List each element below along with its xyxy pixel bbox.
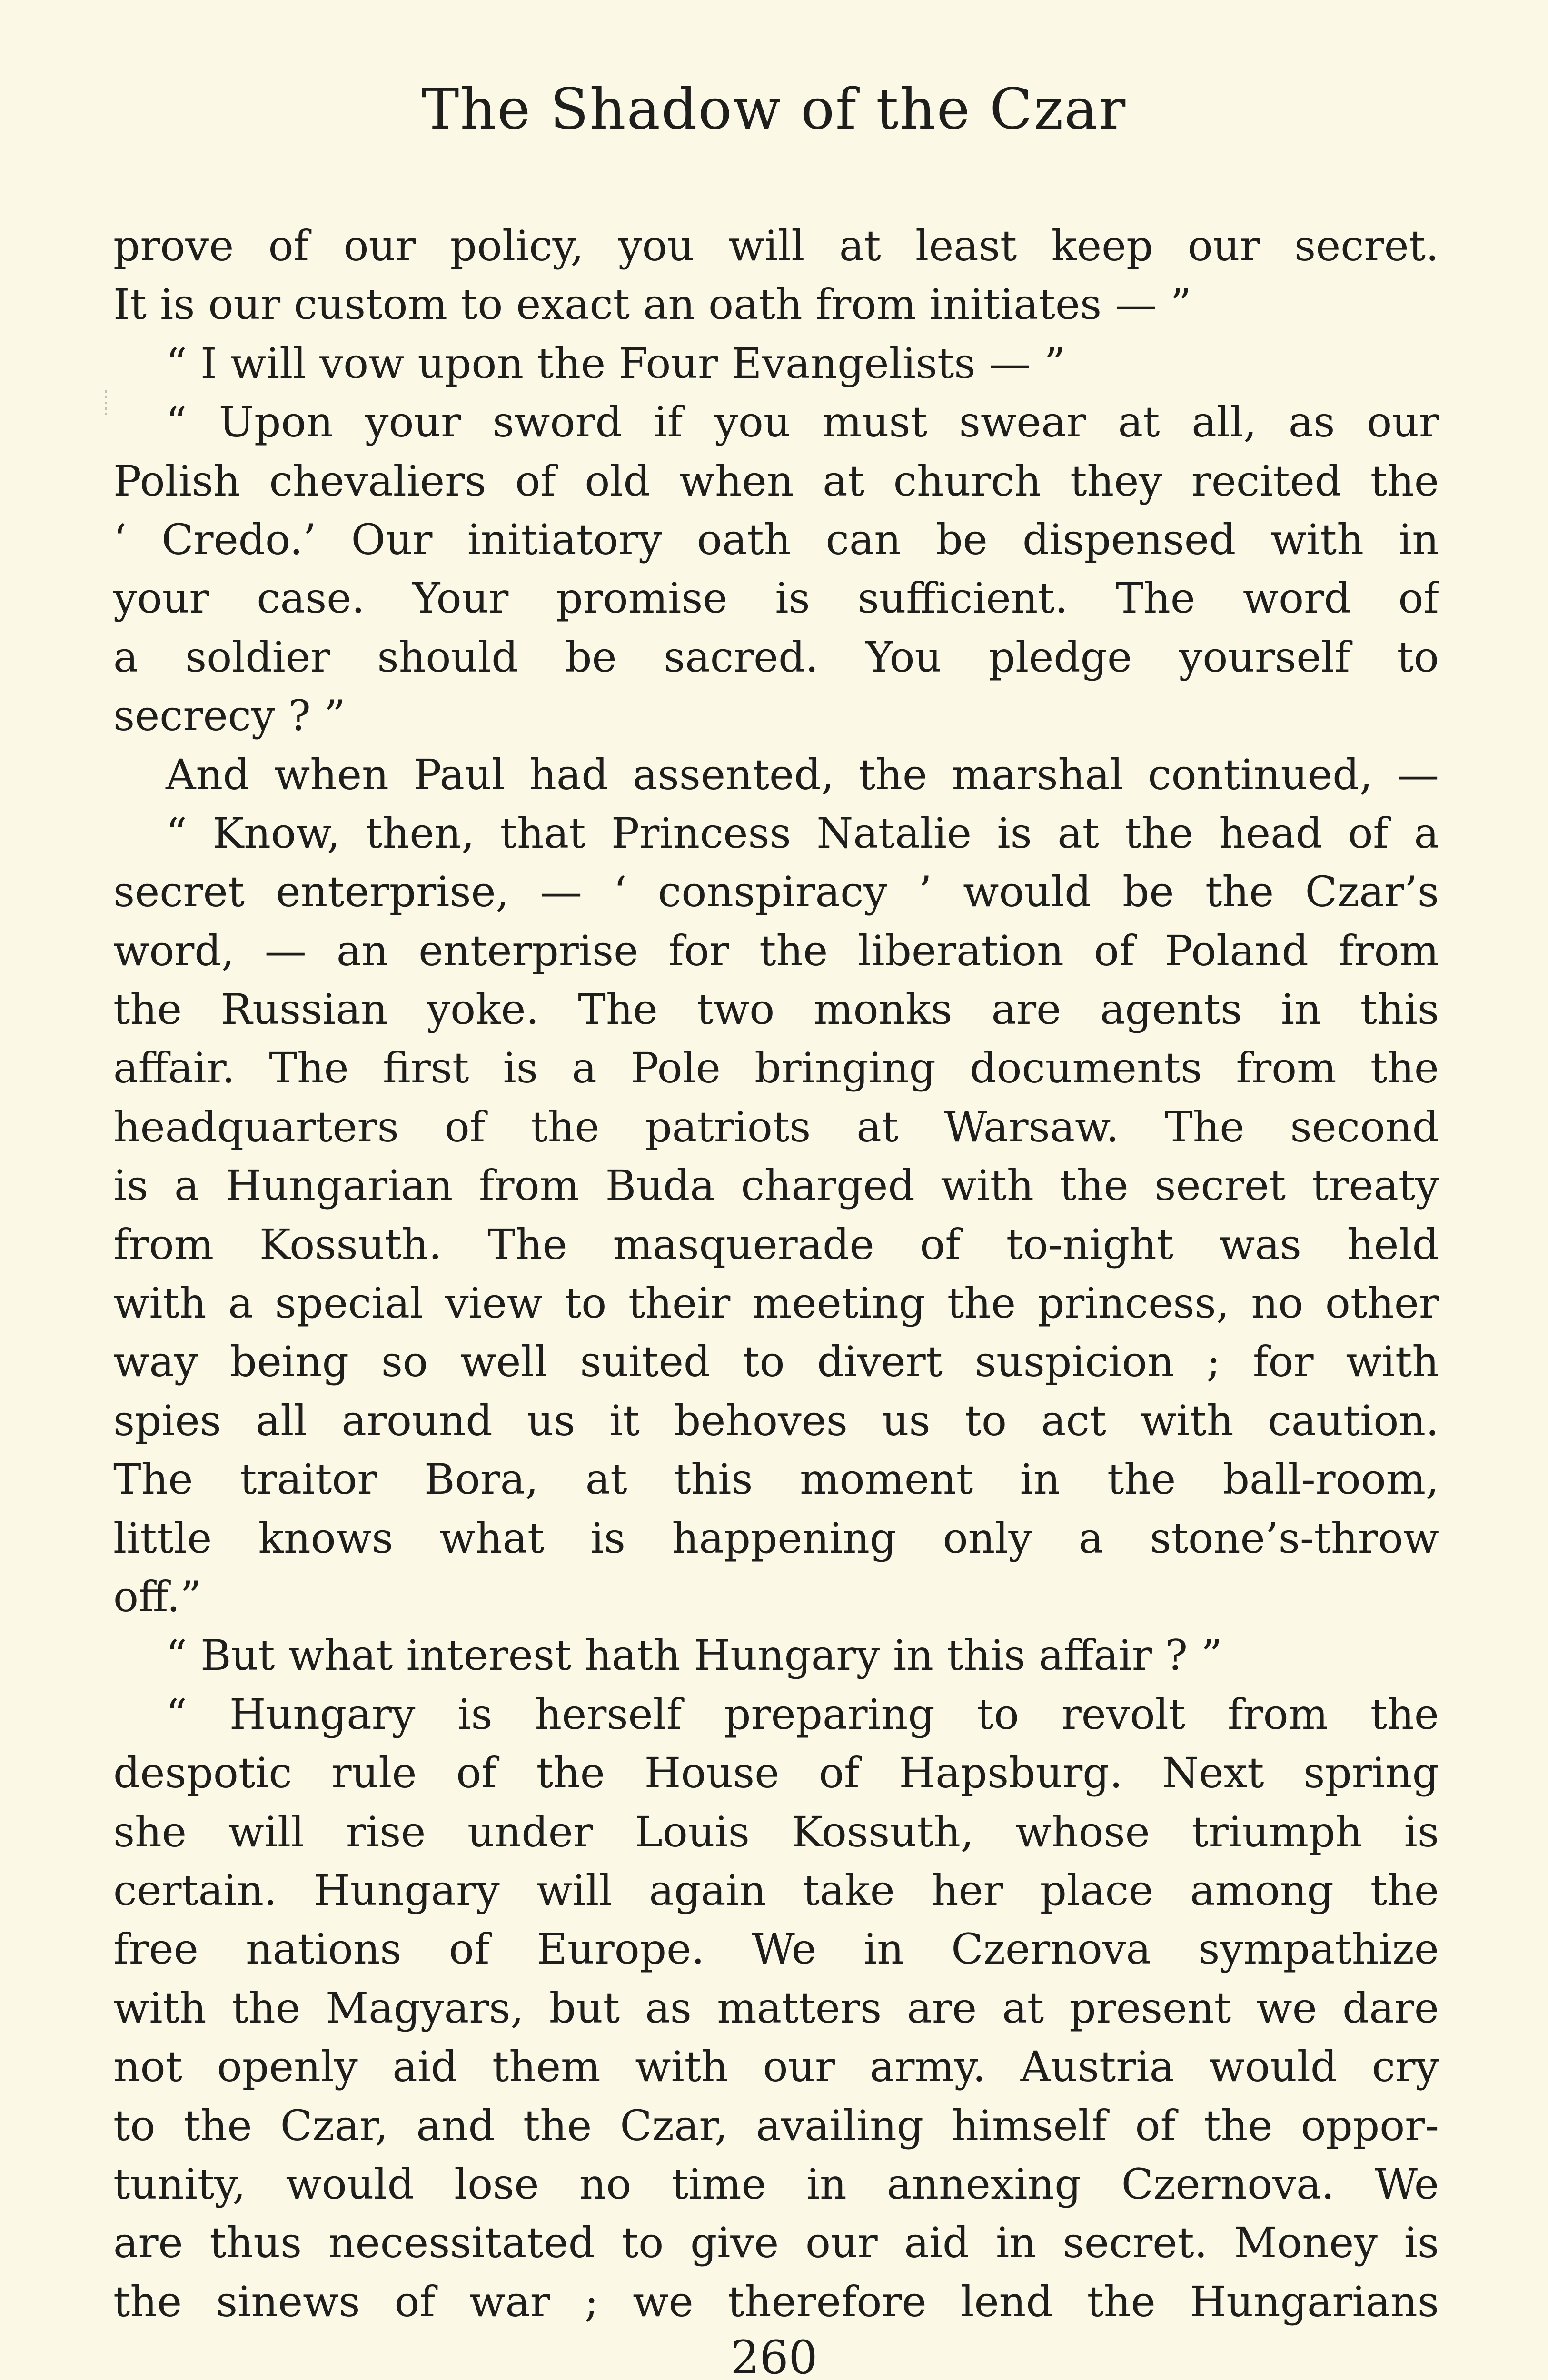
text-line: And when Paul had assented, the marshal continued, — <box>166 750 1439 799</box>
text-line: way being so well suited to divert suspicion ; for with <box>113 1337 1439 1387</box>
text-line: your case. Your promise is sufficient. The word of <box>113 574 1439 623</box>
text-line: she will rise under Louis Kossuth, whose triumph is <box>113 1807 1439 1856</box>
text-line: tunity, would lose no time in annexing Czernova. We <box>113 2159 1439 2209</box>
text-line: ‘ Credo.’ Our initiatory oath can be dispensed with in <box>113 515 1439 564</box>
text-line: not openly aid them with our army. Austria would cry <box>113 2042 1439 2092</box>
text-line: is a Hungarian from Buda charged with the secret treaty <box>113 1161 1439 1210</box>
text-line: little knows what is happening only a stone’s-throw <box>113 1513 1439 1563</box>
text-line: “ Know, then, that Princess Natalie is at the head of a <box>166 808 1439 858</box>
text-line: affair. The first is a Pole bringing documents from the <box>113 1043 1439 1093</box>
text-line: are thus necessitated to give our aid in secret. Money is <box>113 2218 1439 2268</box>
text-line: “ Hungary is herself preparing to revolt from the <box>166 1689 1439 1739</box>
text-line: free nations of Europe. We in Czernova sympathize <box>113 1924 1439 1974</box>
text-line: “ But what interest hath Hungary in this affair ? ” <box>166 1631 1223 1680</box>
text-line: with a special view to their meeting the princess, no other <box>113 1279 1439 1328</box>
text-line: secrecy ? ” <box>113 691 346 741</box>
text-line: to the Czar, and the Czar, availing himself of the oppor- <box>113 2101 1439 2150</box>
page-number: 260 <box>730 2331 818 2380</box>
body-text <box>113 217 1439 2331</box>
text-line: It is our custom to exact an oath from initiates — ” <box>113 280 1192 329</box>
text-line: from Kossuth. The masquerade of to-night was held <box>113 1220 1439 1269</box>
text-line: The traitor Bora, at this moment in the ball-room, <box>113 1455 1439 1504</box>
text-line: “ I will vow upon the Four Evangelists — ” <box>166 338 1066 388</box>
text-line: off.” <box>113 1572 202 1621</box>
text-line: the sinews of war ; we therefore lend the Hungarians <box>113 2277 1439 2326</box>
text-line: “ Upon your sword if you must swear at all, as our <box>166 397 1439 447</box>
text-line: despotic rule of the House of Hapsburg. Next spring <box>113 1748 1439 1798</box>
margin-speck <box>105 390 107 415</box>
text-line: word, — an enterprise for the liberation of Poland from <box>113 926 1439 975</box>
text-line: spies all around us it behoves us to act with caution. <box>113 1396 1439 1445</box>
text-line: the Russian yoke. The two monks are agents in this <box>113 985 1439 1034</box>
text-line: prove of our policy, you will at least keep our secret. <box>113 221 1439 270</box>
text-line: with the Magyars, but as matters are at present we dare <box>113 1983 1439 2033</box>
text-line: a soldier should be sacred. You pledge yourself to <box>113 632 1439 682</box>
text-line: secret enterprise, — ‘ conspiracy ’ would be the Czar’s <box>113 867 1439 917</box>
text-line: headquarters of the patriots at Warsaw. The second <box>113 1102 1439 1151</box>
text-line: certain. Hungary will again take her place among the <box>113 1865 1439 1915</box>
text-line: Polish chevaliers of old when at church they recited the <box>113 456 1439 506</box>
running-head: The Shadow of the Czar <box>421 76 1127 142</box>
